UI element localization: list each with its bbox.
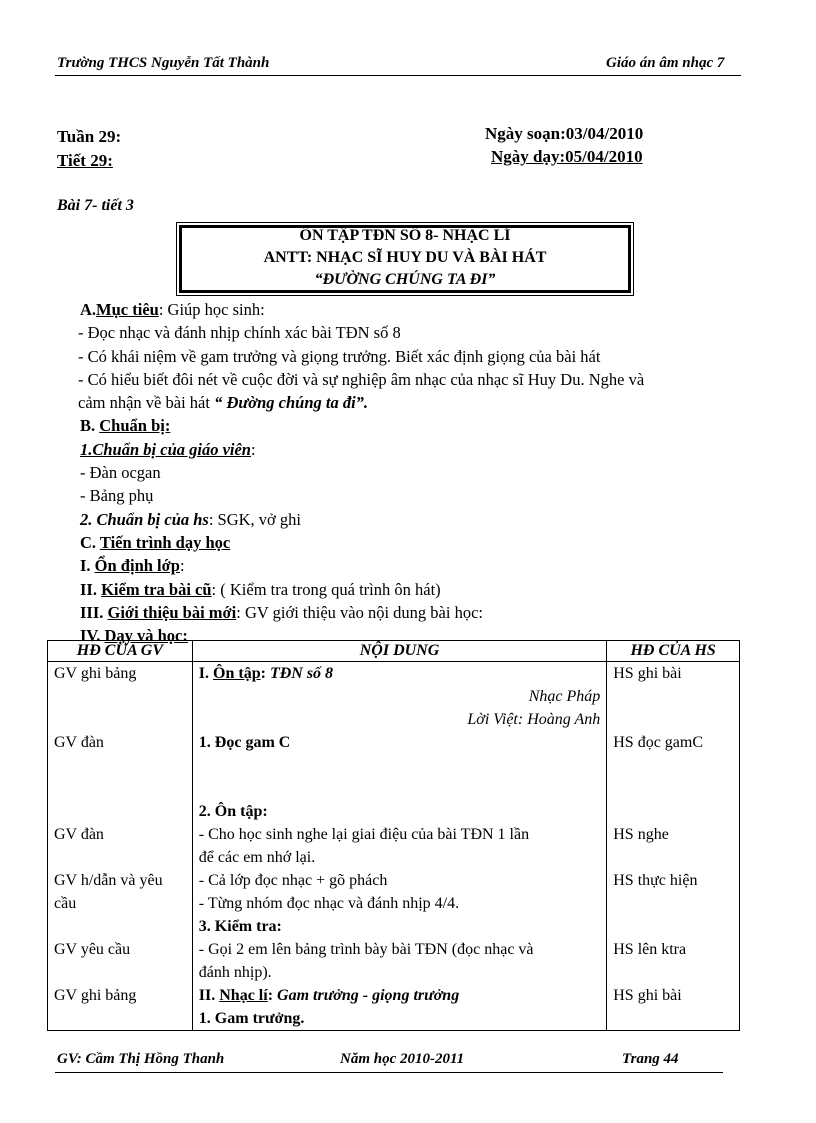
col-header-student: HĐ CỦA HS	[607, 641, 740, 662]
check-heading: 3. Kiểm tra:	[198, 918, 282, 935]
footer-teacher: GV: Cầm Thị Hồng Thanh	[57, 1051, 225, 1067]
step-3: III. Giới thiệu bài mới: GV giới thiệu vào nội dung bài học:	[80, 602, 483, 622]
header-rule	[55, 75, 741, 76]
content-section-2: II. Nhạc lí: Gam trưởng - giọng trưởng	[198, 987, 460, 1004]
prep-teacher-1: - Đàn ocgan	[80, 463, 161, 483]
section-a: A.Mục tiêu: Giúp học sinh:	[80, 300, 265, 319]
lesson-body	[80, 298, 740, 647]
objective-1: - Đọc nhạc và đánh nhịp chính xác bài TĐN số 8	[78, 323, 401, 343]
period: Tiết 29:	[57, 151, 113, 170]
header-school: Trường THCS Nguyễn Tất Thành	[57, 55, 270, 71]
header-subject: Giáo án âm nhạc 7	[606, 55, 725, 71]
footer-page: Trang 44	[622, 1051, 679, 1067]
step-2: II. Kiểm tra bài cũ: ( Kiểm tra trong quá trình ôn hát)	[80, 579, 441, 599]
prep-teacher-2: - Bảng phụ	[80, 486, 154, 506]
content-section-1: I. Ôn tập: TĐN số 8	[198, 665, 334, 682]
objective-3: - Có hiểu biết đôi nét về cuộc đời và sự nghiệp âm nhạc của nhạc sĩ Huy Du. Nghe và	[78, 369, 645, 389]
activity-table	[47, 640, 740, 1031]
objective-3-cont: cảm nhận về bài hát “ Đường chúng ta đi”.	[78, 393, 369, 413]
footer-year: Năm học 2010-2011	[340, 1051, 465, 1067]
prep-teacher: 1.Chuẩn bị của giáo viên:	[80, 439, 256, 459]
title-line-2: ANTT: NHẠC SĨ HUY DU VÀ BÀI HÁT	[263, 249, 547, 266]
section-b: B. Chuẩn bị:	[80, 416, 171, 436]
title-box	[176, 222, 634, 296]
major-scale-heading: 1. Gam trưởng.	[198, 1010, 305, 1027]
song-lyrics: Lời Việt: Hoàng Anh	[467, 711, 601, 728]
step-1: I. Ổn định lớp:	[80, 556, 185, 576]
read-scale: 1. Đọc gam C	[198, 734, 291, 751]
col-header-content: NỘI DUNG	[192, 641, 606, 662]
content-cell: I. Ôn tập: TĐN số 8 Nhạc Pháp Lời Việt: Hoàng Anh 1. Đọc gam C 2. Ôn tập: - Cho học sinh nghe lại giai điệu của bài TĐN 1 lần để các em nhớ lại. - Cả lớp đọc nhạc + gõ phách - Từng nhóm đọc nhạc và đánh nhịp 4/4. 3. Kiểm tra: - Gọi 2 em lên bảng trình bày bài TĐN (đọc nhạc và đánh nhịp). II. Nhạc lí: Gam trưởng - giọng trưởng 1. Gam trưởng.	[192, 662, 606, 1031]
footer-rule	[55, 1072, 723, 1073]
student-activity-cell: HS ghi bài HS đọc gamC HS nghe HS thực hiện HS lên ktra HS ghi bài	[607, 662, 740, 1031]
table-row	[48, 662, 740, 1031]
teacher-activity-cell: GV ghi bảng GV đàn GV đàn GV h/dẫn và yêu cầu GV yêu cầu GV ghi bảng	[48, 662, 193, 1031]
col-header-teacher: HĐ CỦA GV	[48, 641, 193, 662]
song-origin: Nhạc Pháp	[528, 688, 601, 705]
title-line-3: “ĐƯỜNG CHÚNG TA ĐI”	[314, 271, 496, 288]
table-header-row	[48, 641, 740, 662]
week: Tuần 29:	[57, 127, 122, 146]
step-4: IV. Dạy và học:	[80, 626, 188, 646]
objective-2: - Có khái niệm về gam trưởng và giọng trưởng. Biết xác định giọng của bài hát	[78, 346, 601, 366]
title-line-1: ÔN TẬP TĐN SỐ 8- NHẠC LÍ	[299, 227, 511, 244]
section-c: C. Tiến trình dạy học	[80, 532, 231, 552]
prep-student: 2. Chuẩn bị của hs: SGK, vở ghi	[80, 509, 301, 529]
teach-date: Ngày dạy:05/04/2010	[491, 147, 643, 166]
lesson-label: Bài 7- tiết 3	[57, 197, 134, 214]
review-heading: 2. Ôn tập:	[198, 803, 268, 820]
prep-date: Ngày soạn:03/04/2010	[485, 124, 644, 143]
